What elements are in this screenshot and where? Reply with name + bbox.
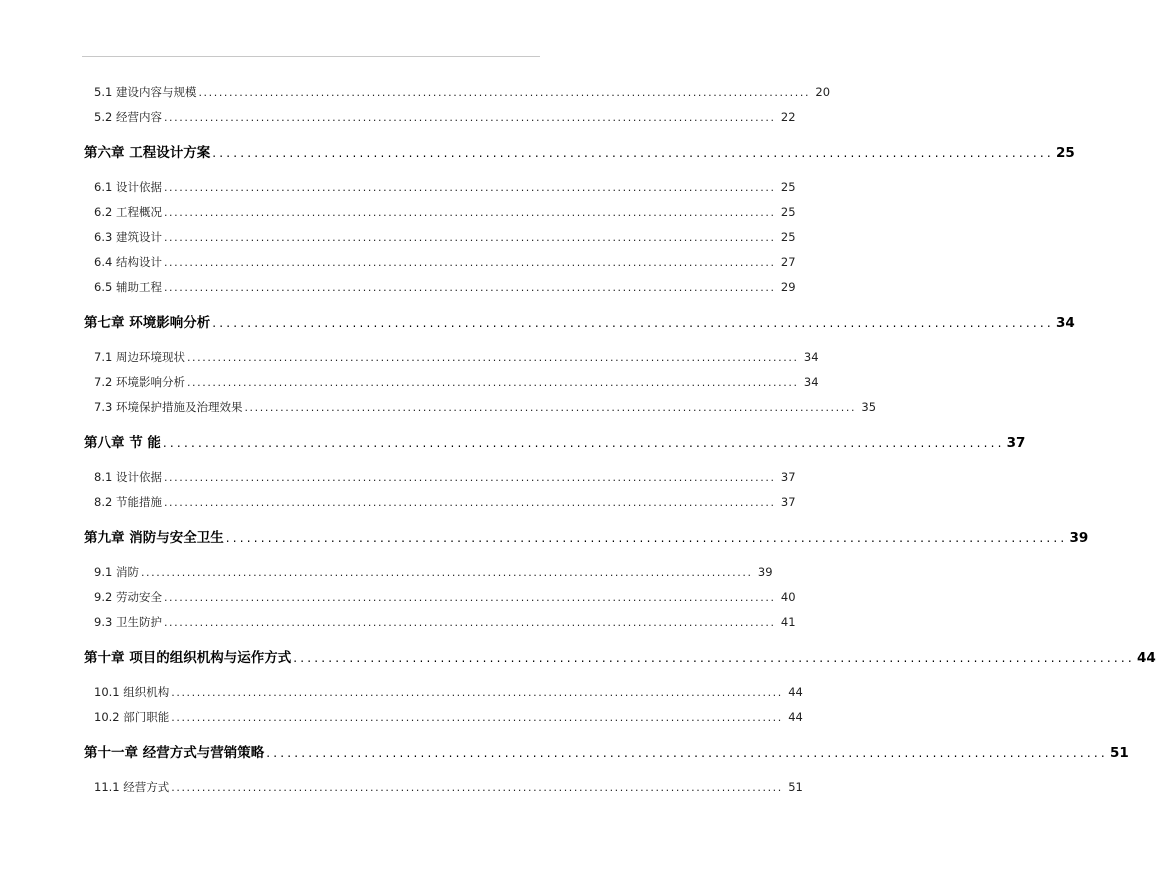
toc-dot-leader: ........................................................................................................................ bbox=[163, 281, 776, 294]
toc-entry-title: 7.2 环境影响分析 bbox=[94, 375, 185, 389]
toc-dot-leader: ........................................................................................................................ bbox=[225, 531, 1068, 545]
toc-page-number: 39 bbox=[757, 565, 773, 579]
toc-dot-leader: ........................................................................................................................ bbox=[163, 111, 776, 124]
toc-entry-title: 第七章 环境影响分析 bbox=[84, 315, 211, 331]
toc-dot-leader: ........................................................................................................................ bbox=[171, 686, 783, 699]
toc-dot-leader: ........................................................................................................................ bbox=[163, 206, 776, 219]
toc-dot-leader: ........................................................................................................................ bbox=[244, 401, 857, 414]
toc-chapter-entry[interactable] bbox=[84, 741, 1129, 761]
toc-dot-leader: ........................................................................................................................ bbox=[140, 566, 753, 579]
toc-dot-leader: ........................................................................................................................ bbox=[171, 711, 783, 724]
toc-page-number: 29 bbox=[780, 280, 796, 294]
toc-dot-leader: ........................................................................................................................ bbox=[162, 436, 1005, 450]
toc-entry-title: 6.2 工程概况 bbox=[94, 205, 162, 219]
toc-section-entry[interactable] bbox=[94, 374, 819, 390]
toc-entry-title: 第十一章 经营方式与营销策略 bbox=[84, 745, 265, 761]
toc-page-number: 37 bbox=[1006, 435, 1026, 451]
toc-dot-leader: ........................................................................................................................ bbox=[212, 146, 1054, 160]
toc-section-entry[interactable] bbox=[94, 109, 796, 125]
toc-chapter-entry[interactable] bbox=[84, 311, 1075, 331]
toc-section-entry[interactable] bbox=[94, 204, 796, 220]
toc-dot-leader: ........................................................................................................................ bbox=[212, 316, 1054, 330]
toc-dot-leader: ........................................................................................................................ bbox=[163, 471, 776, 484]
toc-entry-title: 5.1 建设内容与规模 bbox=[94, 85, 197, 99]
toc-section-entry[interactable] bbox=[94, 349, 819, 365]
toc-entry-title: 第十章 项目的组织机构与运作方式 bbox=[84, 650, 292, 666]
toc-section-entry[interactable] bbox=[94, 179, 796, 195]
toc-entry-title: 7.1 周边环境现状 bbox=[94, 350, 185, 364]
toc-entry-title: 6.4 结构设计 bbox=[94, 255, 162, 269]
toc-page-number: 44 bbox=[788, 685, 803, 699]
toc-entry-title: 6.1 设计依据 bbox=[94, 180, 162, 194]
toc-section-entry[interactable] bbox=[94, 589, 796, 605]
toc-dot-leader: ........................................................................................................................ bbox=[163, 591, 776, 604]
toc-section-entry[interactable] bbox=[94, 469, 796, 485]
toc-section-entry[interactable] bbox=[94, 254, 796, 270]
toc-section-entry[interactable] bbox=[94, 564, 773, 580]
toc-page-number: 41 bbox=[780, 615, 796, 629]
toc-dot-leader: ........................................................................................................................ bbox=[186, 376, 799, 389]
toc-dot-leader: ........................................................................................................................ bbox=[163, 181, 776, 194]
toc-section-entry[interactable] bbox=[94, 494, 796, 510]
toc-chapter-entry[interactable] bbox=[84, 646, 1156, 666]
toc-section-entry[interactable] bbox=[94, 279, 796, 295]
toc-entry-title: 8.2 节能措施 bbox=[94, 495, 162, 509]
toc-page-number: 51 bbox=[788, 780, 803, 794]
toc-entry-title: 7.3 环境保护措施及治理效果 bbox=[94, 400, 243, 414]
toc-entry-title: 11.1 经营方式 bbox=[94, 780, 170, 794]
toc-page-number: 39 bbox=[1069, 530, 1089, 546]
toc-entry-title: 第九章 消防与安全卫生 bbox=[84, 530, 224, 546]
toc-entry-title: 第六章 工程设计方案 bbox=[84, 145, 211, 161]
toc-chapter-entry[interactable] bbox=[84, 526, 1089, 546]
toc-section-entry[interactable] bbox=[94, 779, 803, 795]
toc-dot-leader: ........................................................................................................................ bbox=[163, 616, 776, 629]
toc-section-entry[interactable] bbox=[94, 84, 831, 100]
toc-page-number: 25 bbox=[780, 230, 796, 244]
toc-entry-title: 第八章 节 能 bbox=[84, 435, 161, 451]
toc-page-number: 34 bbox=[803, 350, 819, 364]
toc-page-number: 27 bbox=[780, 255, 796, 269]
toc-page-number: 37 bbox=[780, 470, 796, 484]
toc-page-number: 44 bbox=[788, 710, 803, 724]
toc-entry-title: 5.2 经营内容 bbox=[94, 110, 162, 124]
toc-page-number: 25 bbox=[1055, 145, 1075, 161]
toc-entry-title: 9.2 劳动安全 bbox=[94, 590, 162, 604]
toc-section-entry[interactable] bbox=[94, 399, 877, 415]
toc-page-number: 40 bbox=[780, 590, 796, 604]
toc-dot-leader: ........................................................................................................................ bbox=[186, 351, 799, 364]
toc-dot-leader: ........................................................................................................................ bbox=[163, 256, 776, 269]
toc-page-number: 22 bbox=[780, 110, 796, 124]
toc-dot-leader: ........................................................................................................................ bbox=[293, 651, 1135, 665]
toc-entry-title: 8.1 设计依据 bbox=[94, 470, 162, 484]
toc-page-number: 44 bbox=[1136, 650, 1156, 666]
toc-dot-leader: ........................................................................................................................ bbox=[198, 86, 811, 99]
toc-page-number: 25 bbox=[780, 205, 796, 219]
toc-chapter-entry[interactable] bbox=[84, 141, 1075, 161]
toc-dot-leader: ........................................................................................................................ bbox=[171, 781, 783, 794]
toc-dot-leader: ........................................................................................................................ bbox=[163, 496, 776, 509]
toc-section-entry[interactable] bbox=[94, 614, 796, 630]
toc-entry-title: 10.1 组织机构 bbox=[94, 685, 170, 699]
toc-entry-title: 6.3 建筑设计 bbox=[94, 230, 162, 244]
toc-page-number: 20 bbox=[815, 85, 831, 99]
toc-section-entry[interactable] bbox=[94, 684, 803, 700]
toc-entry-title: 9.1 消防 bbox=[94, 565, 139, 579]
toc-page-number: 25 bbox=[780, 180, 796, 194]
toc-page-number: 34 bbox=[1055, 315, 1075, 331]
toc-section-entry[interactable] bbox=[94, 229, 796, 245]
toc-dot-leader: ........................................................................................................................ bbox=[266, 746, 1108, 760]
toc-page-number: 51 bbox=[1109, 745, 1129, 761]
toc-entry-title: 6.5 辅助工程 bbox=[94, 280, 162, 294]
toc-entry-title: 10.2 部门职能 bbox=[94, 710, 170, 724]
toc-page-number: 37 bbox=[780, 495, 796, 509]
toc-page-number: 34 bbox=[803, 375, 819, 389]
toc-chapter-entry[interactable] bbox=[84, 431, 1026, 451]
toc-entry-title: 9.3 卫生防护 bbox=[94, 615, 162, 629]
toc-dot-leader: ........................................................................................................................ bbox=[163, 231, 776, 244]
toc-section-entry[interactable] bbox=[94, 709, 803, 725]
toc-page-number: 35 bbox=[861, 400, 877, 414]
